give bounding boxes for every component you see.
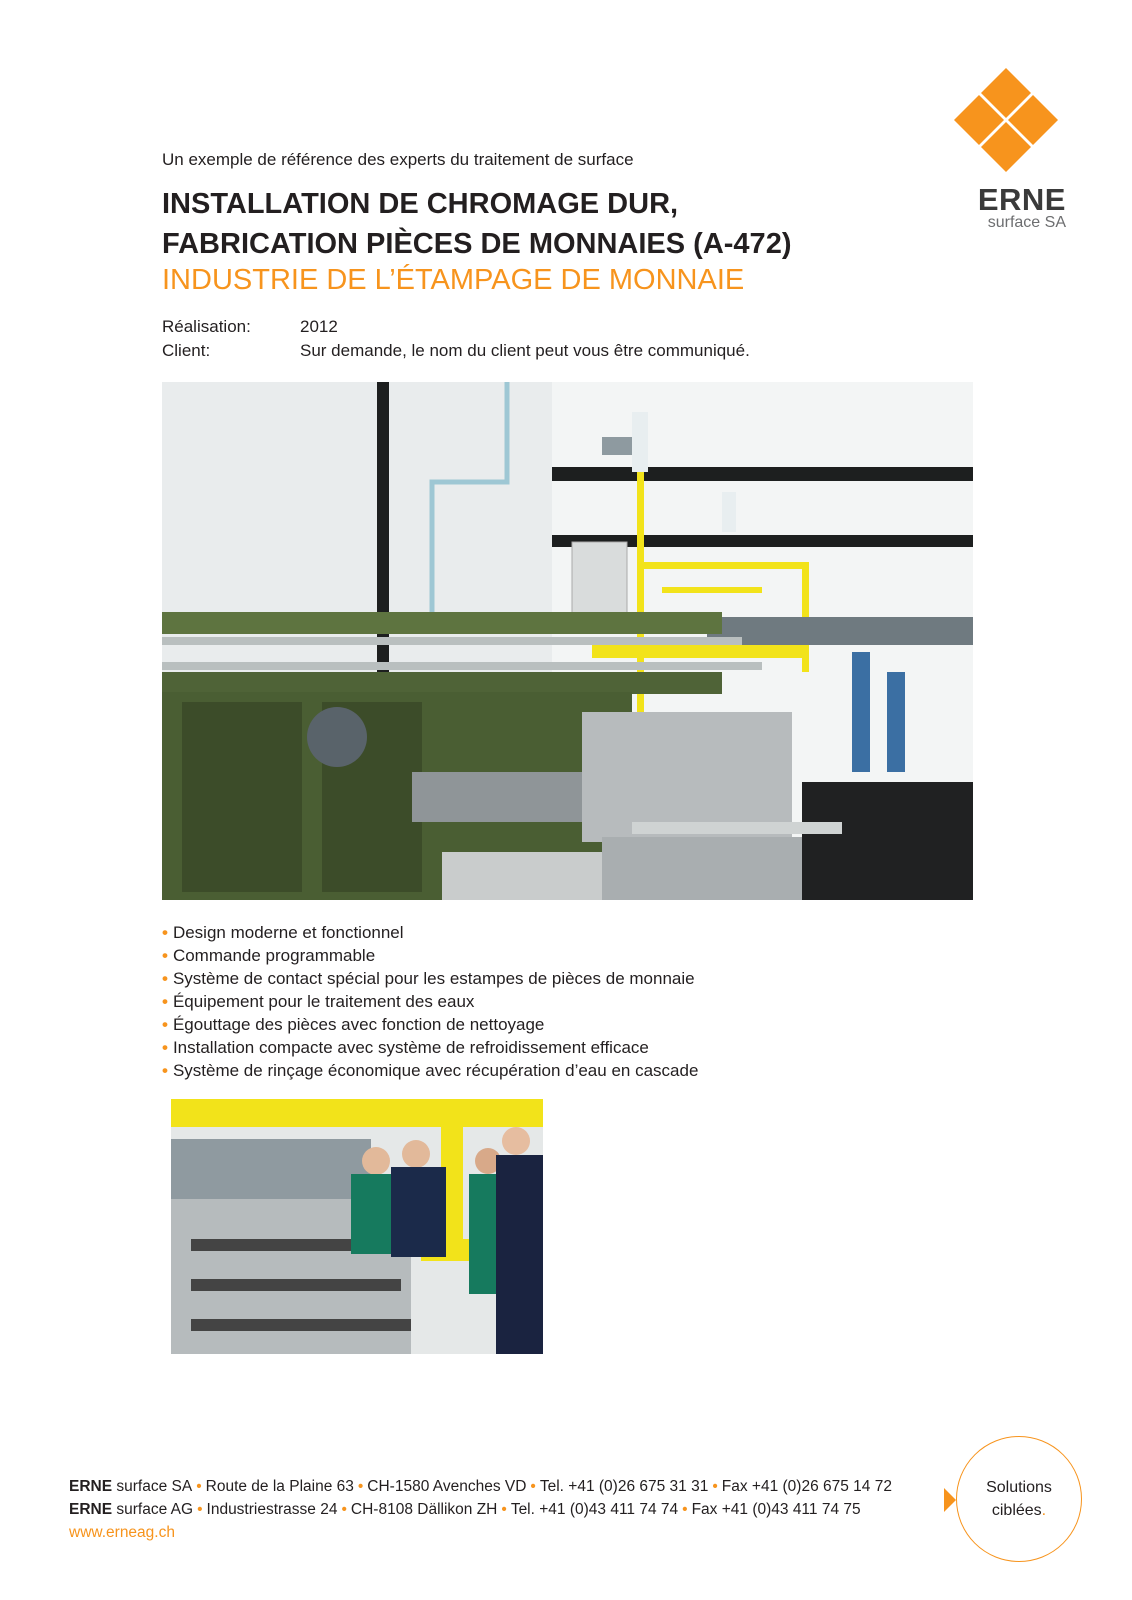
installation-photo — [162, 382, 973, 900]
badge-arrow-icon — [944, 1488, 956, 1512]
meta-row-realisation — [162, 315, 750, 339]
bullet: • — [162, 969, 168, 988]
logo-name: ERNE — [977, 182, 1066, 217]
meta-label: Réalisation: — [162, 317, 251, 336]
solutions-badge — [956, 1436, 1082, 1562]
bullet: • — [162, 992, 168, 1011]
kicker-text: Un exemple de référence des experts du traitement de surface — [162, 150, 634, 169]
website-link[interactable]: www.erneag.ch — [69, 1524, 175, 1541]
bullet: • — [162, 1061, 168, 1080]
diamond-logo-icon — [946, 66, 1066, 186]
logo-subtitle: surface SA — [987, 214, 1066, 231]
feature-item: • Système de contact spécial pour les estampes de pièces de monnaie — [162, 969, 695, 988]
project-meta — [162, 315, 750, 363]
meta-row-client — [162, 339, 750, 363]
feature-item: • Commande programmable — [162, 946, 376, 965]
bullet: • — [162, 1015, 168, 1034]
footer-line-ag: ERNE surface AG • Industriestrasse 24 • CH-8108 Dällikon ZH • Tel. +41 (0)43 411 74 74 • Fax +41 (0)43 411 74 75 — [69, 1501, 861, 1518]
bullet: • — [162, 923, 168, 942]
badge-line-1: Solutions — [986, 1479, 1052, 1496]
feature-item: • Système de rinçage économique avec récupération d’eau en cascade — [162, 1061, 699, 1080]
title-line-1: INSTALLATION DE CHROMAGE DUR, — [162, 188, 679, 220]
meta-label: Client: — [162, 341, 211, 360]
title-line-2: FABRICATION PIÈCES DE MONNAIES (A-472) — [162, 228, 792, 260]
feature-item: • Installation compacte avec système de refroidissement efficace — [162, 1038, 649, 1057]
page-subtitle: INDUSTRIE DE L’ÉTAMPAGE DE MONNAIE — [162, 264, 745, 296]
feature-item: • Équipement pour le traitement des eaux — [162, 992, 475, 1011]
footer-contacts — [69, 1475, 892, 1544]
feature-item: • Égouttage des pièces avec fonction de nettoyage — [162, 1015, 545, 1034]
bullet: • — [162, 946, 168, 965]
page-title — [162, 184, 791, 264]
badge-line-2: ciblées. — [991, 1502, 1047, 1519]
team-photo — [171, 1099, 543, 1354]
feature-item: • Design moderne et fonctionnel — [162, 923, 404, 942]
erne-logo — [946, 66, 1066, 236]
meta-value: 2012 — [300, 317, 338, 336]
footer-line-sa: ERNE surface SA • Route de la Plaine 63 • CH-1580 Avenches VD • Tel. +41 (0)26 675 31 31 • Fax +41 (0)26 675 14 72 — [69, 1478, 892, 1495]
feature-list — [162, 921, 698, 1082]
bullet: • — [162, 1038, 168, 1057]
meta-value: Sur demande, le nom du client peut vous être communiqué. — [300, 341, 750, 360]
